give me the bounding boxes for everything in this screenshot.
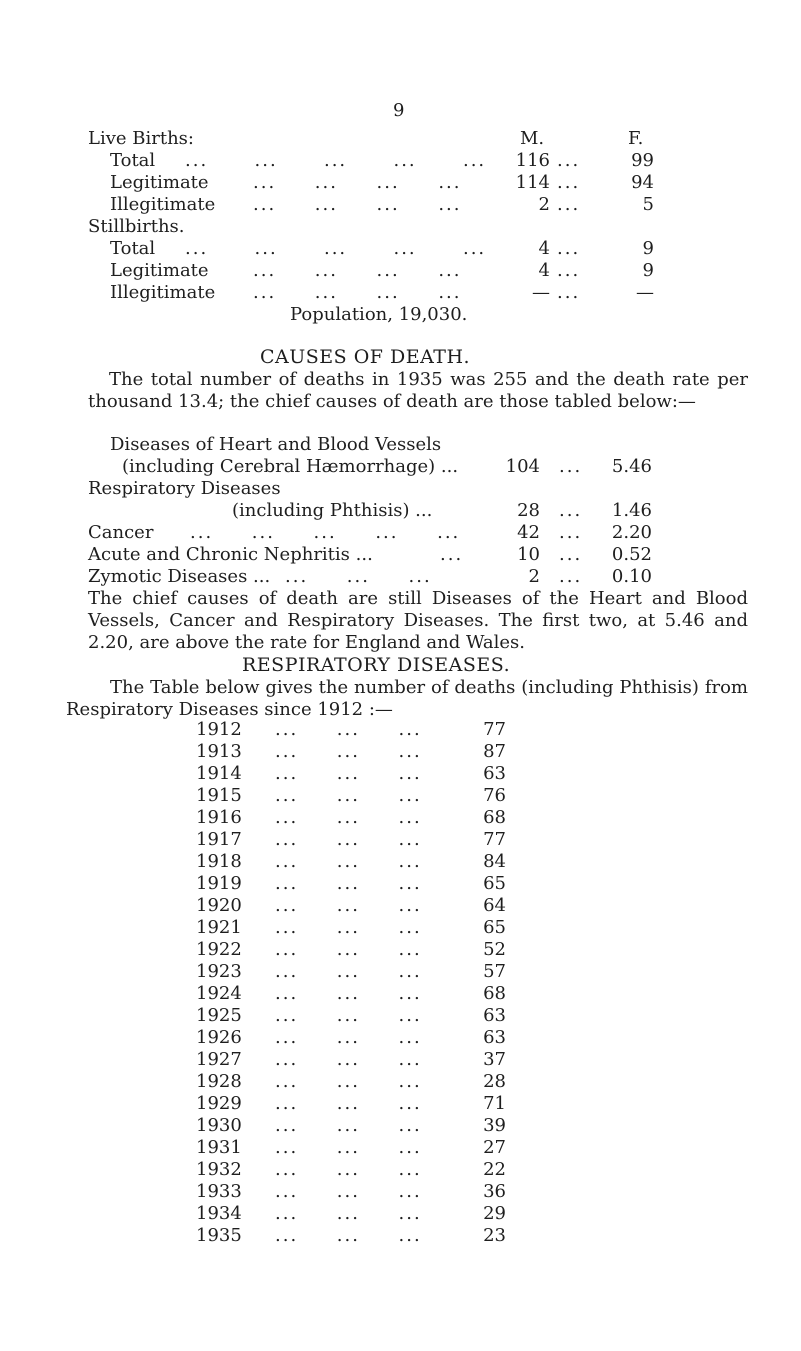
table-row-year: 1924: [196, 983, 242, 1004]
cause-cancer-label: Cancer: [88, 522, 154, 543]
births-legitimate-f: 94: [631, 172, 654, 193]
table-row-year: 1915: [196, 785, 242, 806]
table-row-year: 1925: [196, 1005, 242, 1026]
leader-dots: ... ... ...: [275, 1181, 422, 1202]
leader-dots: ... ... ...: [275, 1137, 422, 1158]
leader-dots: ... ... ... ... ...: [185, 238, 487, 259]
stillbirths-illegitimate-f: —: [636, 282, 654, 303]
leader-dots: ... ... ...: [275, 1093, 422, 1114]
leader-dots: ... ... ... ...: [253, 260, 462, 281]
births-legitimate-m: 114: [515, 172, 550, 193]
leader-dots: ... ... ...: [275, 983, 422, 1004]
leader-dots: ... ... ... ...: [253, 194, 462, 215]
table-row-year: 1913: [196, 741, 242, 762]
births-illegitimate-f: 5: [642, 194, 654, 215]
cause-zymotic-rate: 0.10: [611, 566, 652, 587]
table-row-year: 1916: [196, 807, 242, 828]
table-row-year: 1926: [196, 1027, 242, 1048]
table-row-deaths: 71: [483, 1093, 506, 1114]
table-row-deaths: 77: [483, 719, 506, 740]
leader-dots: ... ... ...: [275, 1203, 422, 1224]
table-row-year: 1917: [196, 829, 242, 850]
leader-dots: ...: [559, 522, 583, 543]
leader-dots: ... ... ...: [275, 851, 422, 872]
leader-dots: ... ... ...: [285, 566, 432, 587]
stillbirths-total-f: 9: [642, 238, 654, 259]
stillbirths-legitimate-m: 4: [538, 260, 550, 281]
live-births-heading: Live Births:: [88, 128, 194, 149]
table-row-deaths: 65: [483, 873, 506, 894]
table-row-year: 1918: [196, 851, 242, 872]
table-row-deaths: 87: [483, 741, 506, 762]
cause-zymotic-count: 2: [528, 566, 540, 587]
male-column-header: M.: [520, 128, 545, 149]
leader-dots: ... ... ...: [275, 741, 422, 762]
leader-dots: ... ... ...: [275, 1027, 422, 1048]
table-row-deaths: 37: [483, 1049, 506, 1070]
leader-dots: ...: [559, 456, 583, 477]
leader-dots: ... ... ...: [275, 1005, 422, 1026]
table-row-year: 1914: [196, 763, 242, 784]
cause-respiratory-rate: 1.46: [611, 500, 652, 521]
leader-dots: ... ... ...: [275, 1049, 422, 1070]
leader-dots: ... ... ...: [275, 785, 422, 806]
table-row-year: 1933: [196, 1181, 242, 1202]
cause-respiratory-label: Respiratory Diseases: [88, 478, 281, 499]
table-row-year: 1932: [196, 1159, 242, 1180]
table-row-year: 1923: [196, 961, 242, 982]
leader-dots: ...: [559, 566, 583, 587]
leader-dots: ... ... ...: [275, 939, 422, 960]
births-total-m: 116: [515, 150, 550, 171]
leader-dots: ... ... ... ...: [253, 282, 462, 303]
births-total-f: 99: [631, 150, 654, 171]
leader-dots: ... ... ...: [275, 917, 422, 938]
leader-dots: ...: [557, 238, 581, 259]
table-row-year: 1931: [196, 1137, 242, 1158]
cause-heart-label-sub: (including Cerebral Hæmorrhage) ...: [122, 456, 459, 477]
causes-intro-paragraph: The total number of deaths in 1935 was 255 and the death rate per thousand 13.4; the chief causes of death are those tabled below:—: [88, 369, 748, 412]
table-row-deaths: 77: [483, 829, 506, 850]
leader-dots: ... ... ...: [275, 807, 422, 828]
cause-nephritis-rate: 0.52: [611, 544, 652, 565]
population: Population, 19,030.: [290, 304, 468, 325]
table-row-deaths: 68: [483, 807, 506, 828]
table-row-deaths: 63: [483, 763, 506, 784]
leader-dots: ... ... ...: [275, 1225, 422, 1246]
table-row-deaths: 63: [483, 1005, 506, 1026]
table-row-year: 1920: [196, 895, 242, 916]
table-row-year: 1912: [196, 719, 242, 740]
births-illegitimate-m: 2: [538, 194, 550, 215]
table-row-year: 1930: [196, 1115, 242, 1136]
table-row-deaths: 39: [483, 1115, 506, 1136]
table-row-year: 1934: [196, 1203, 242, 1224]
table-row-deaths: 52: [483, 939, 506, 960]
table-row-deaths: 57: [483, 961, 506, 982]
cause-nephritis-label: Acute and Chronic Nephritis ...: [88, 544, 373, 565]
leader-dots: ... ... ... ... ...: [185, 150, 487, 171]
cause-nephritis-count: 10: [517, 544, 540, 565]
births-illegitimate-label: Illegitimate: [110, 194, 216, 215]
leader-dots: ...: [557, 194, 581, 215]
stillbirths-illegitimate-label: Illegitimate: [110, 282, 216, 303]
table-row-year: 1921: [196, 917, 242, 938]
leader-dots: ... ... ...: [275, 961, 422, 982]
leader-dots: ... ... ...: [275, 719, 422, 740]
stillbirths-total-m: 4: [538, 238, 550, 259]
stillbirths-total-label: Total: [110, 238, 156, 259]
table-row-year: 1929: [196, 1093, 242, 1114]
table-row-year: 1919: [196, 873, 242, 894]
leader-dots: ... ... ...: [275, 873, 422, 894]
table-row-deaths: 36: [483, 1181, 506, 1202]
table-row-deaths: 65: [483, 917, 506, 938]
leader-dots: ...: [440, 544, 464, 565]
leader-dots: ...: [557, 150, 581, 171]
leader-dots: ...: [559, 544, 583, 565]
cause-respiratory-count: 28: [517, 500, 540, 521]
stillbirths-illegitimate-m: —: [532, 282, 550, 303]
table-row-deaths: 63: [483, 1027, 506, 1048]
table-row-deaths: 22: [483, 1159, 506, 1180]
table-row-year: 1935: [196, 1225, 242, 1246]
cause-zymotic-label: Zymotic Diseases ...: [88, 566, 271, 587]
leader-dots: ...: [559, 500, 583, 521]
leader-dots: ... ... ...: [275, 1071, 422, 1092]
respiratory-title: RESPIRATORY DISEASES.: [242, 654, 511, 676]
respiratory-intro-paragraph: The Table below gives the number of deaths (including Phthisis) from Respiratory Diseases since 1912 :—: [66, 677, 748, 720]
leader-dots: ... ... ...: [275, 895, 422, 916]
causes-of-death-title: CAUSES OF DEATH.: [260, 346, 471, 368]
leader-dots: ...: [557, 260, 581, 281]
table-row-deaths: 68: [483, 983, 506, 1004]
cause-heart-label: Diseases of Heart and Blood Vessels: [110, 434, 442, 455]
cause-cancer-count: 42: [517, 522, 540, 543]
stillbirths-legitimate-f: 9: [642, 260, 654, 281]
female-column-header: F.: [628, 128, 644, 149]
births-legitimate-label: Legitimate: [110, 172, 209, 193]
table-row-deaths: 76: [483, 785, 506, 806]
table-row-deaths: 28: [483, 1071, 506, 1092]
table-row-deaths: 64: [483, 895, 506, 916]
leader-dots: ... ... ...: [275, 829, 422, 850]
table-row-year: 1922: [196, 939, 242, 960]
page-number: 9: [393, 100, 405, 121]
causes-summary-paragraph: The chief causes of death are still Diseases of the Heart and Blood Vessels, Cancer and Respiratory Diseases. The first two, at 5.46 and 2.20, are above the rate for England and Wales.: [88, 588, 748, 653]
table-row-year: 1928: [196, 1071, 242, 1092]
births-total-label: Total: [110, 150, 156, 171]
leader-dots: ... ... ...: [275, 1115, 422, 1136]
cause-heart-count: 104: [505, 456, 540, 477]
leader-dots: ...: [557, 172, 581, 193]
cause-respiratory-label-sub: (including Phthisis) ...: [232, 500, 433, 521]
table-row-year: 1927: [196, 1049, 242, 1070]
leader-dots: ... ... ... ...: [253, 172, 462, 193]
cause-heart-rate: 5.46: [611, 456, 652, 477]
table-row-deaths: 27: [483, 1137, 506, 1158]
table-row-deaths: 23: [483, 1225, 506, 1246]
table-row-deaths: 84: [483, 851, 506, 872]
leader-dots: ... ... ...: [275, 1159, 422, 1180]
stillbirths-legitimate-label: Legitimate: [110, 260, 209, 281]
leader-dots: ... ... ...: [275, 763, 422, 784]
leader-dots: ... ... ... ... ...: [190, 522, 461, 543]
leader-dots: ...: [557, 282, 581, 303]
stillbirths-heading: Stillbirths.: [88, 216, 185, 237]
cause-cancer-rate: 2.20: [611, 522, 652, 543]
table-row-deaths: 29: [483, 1203, 506, 1224]
